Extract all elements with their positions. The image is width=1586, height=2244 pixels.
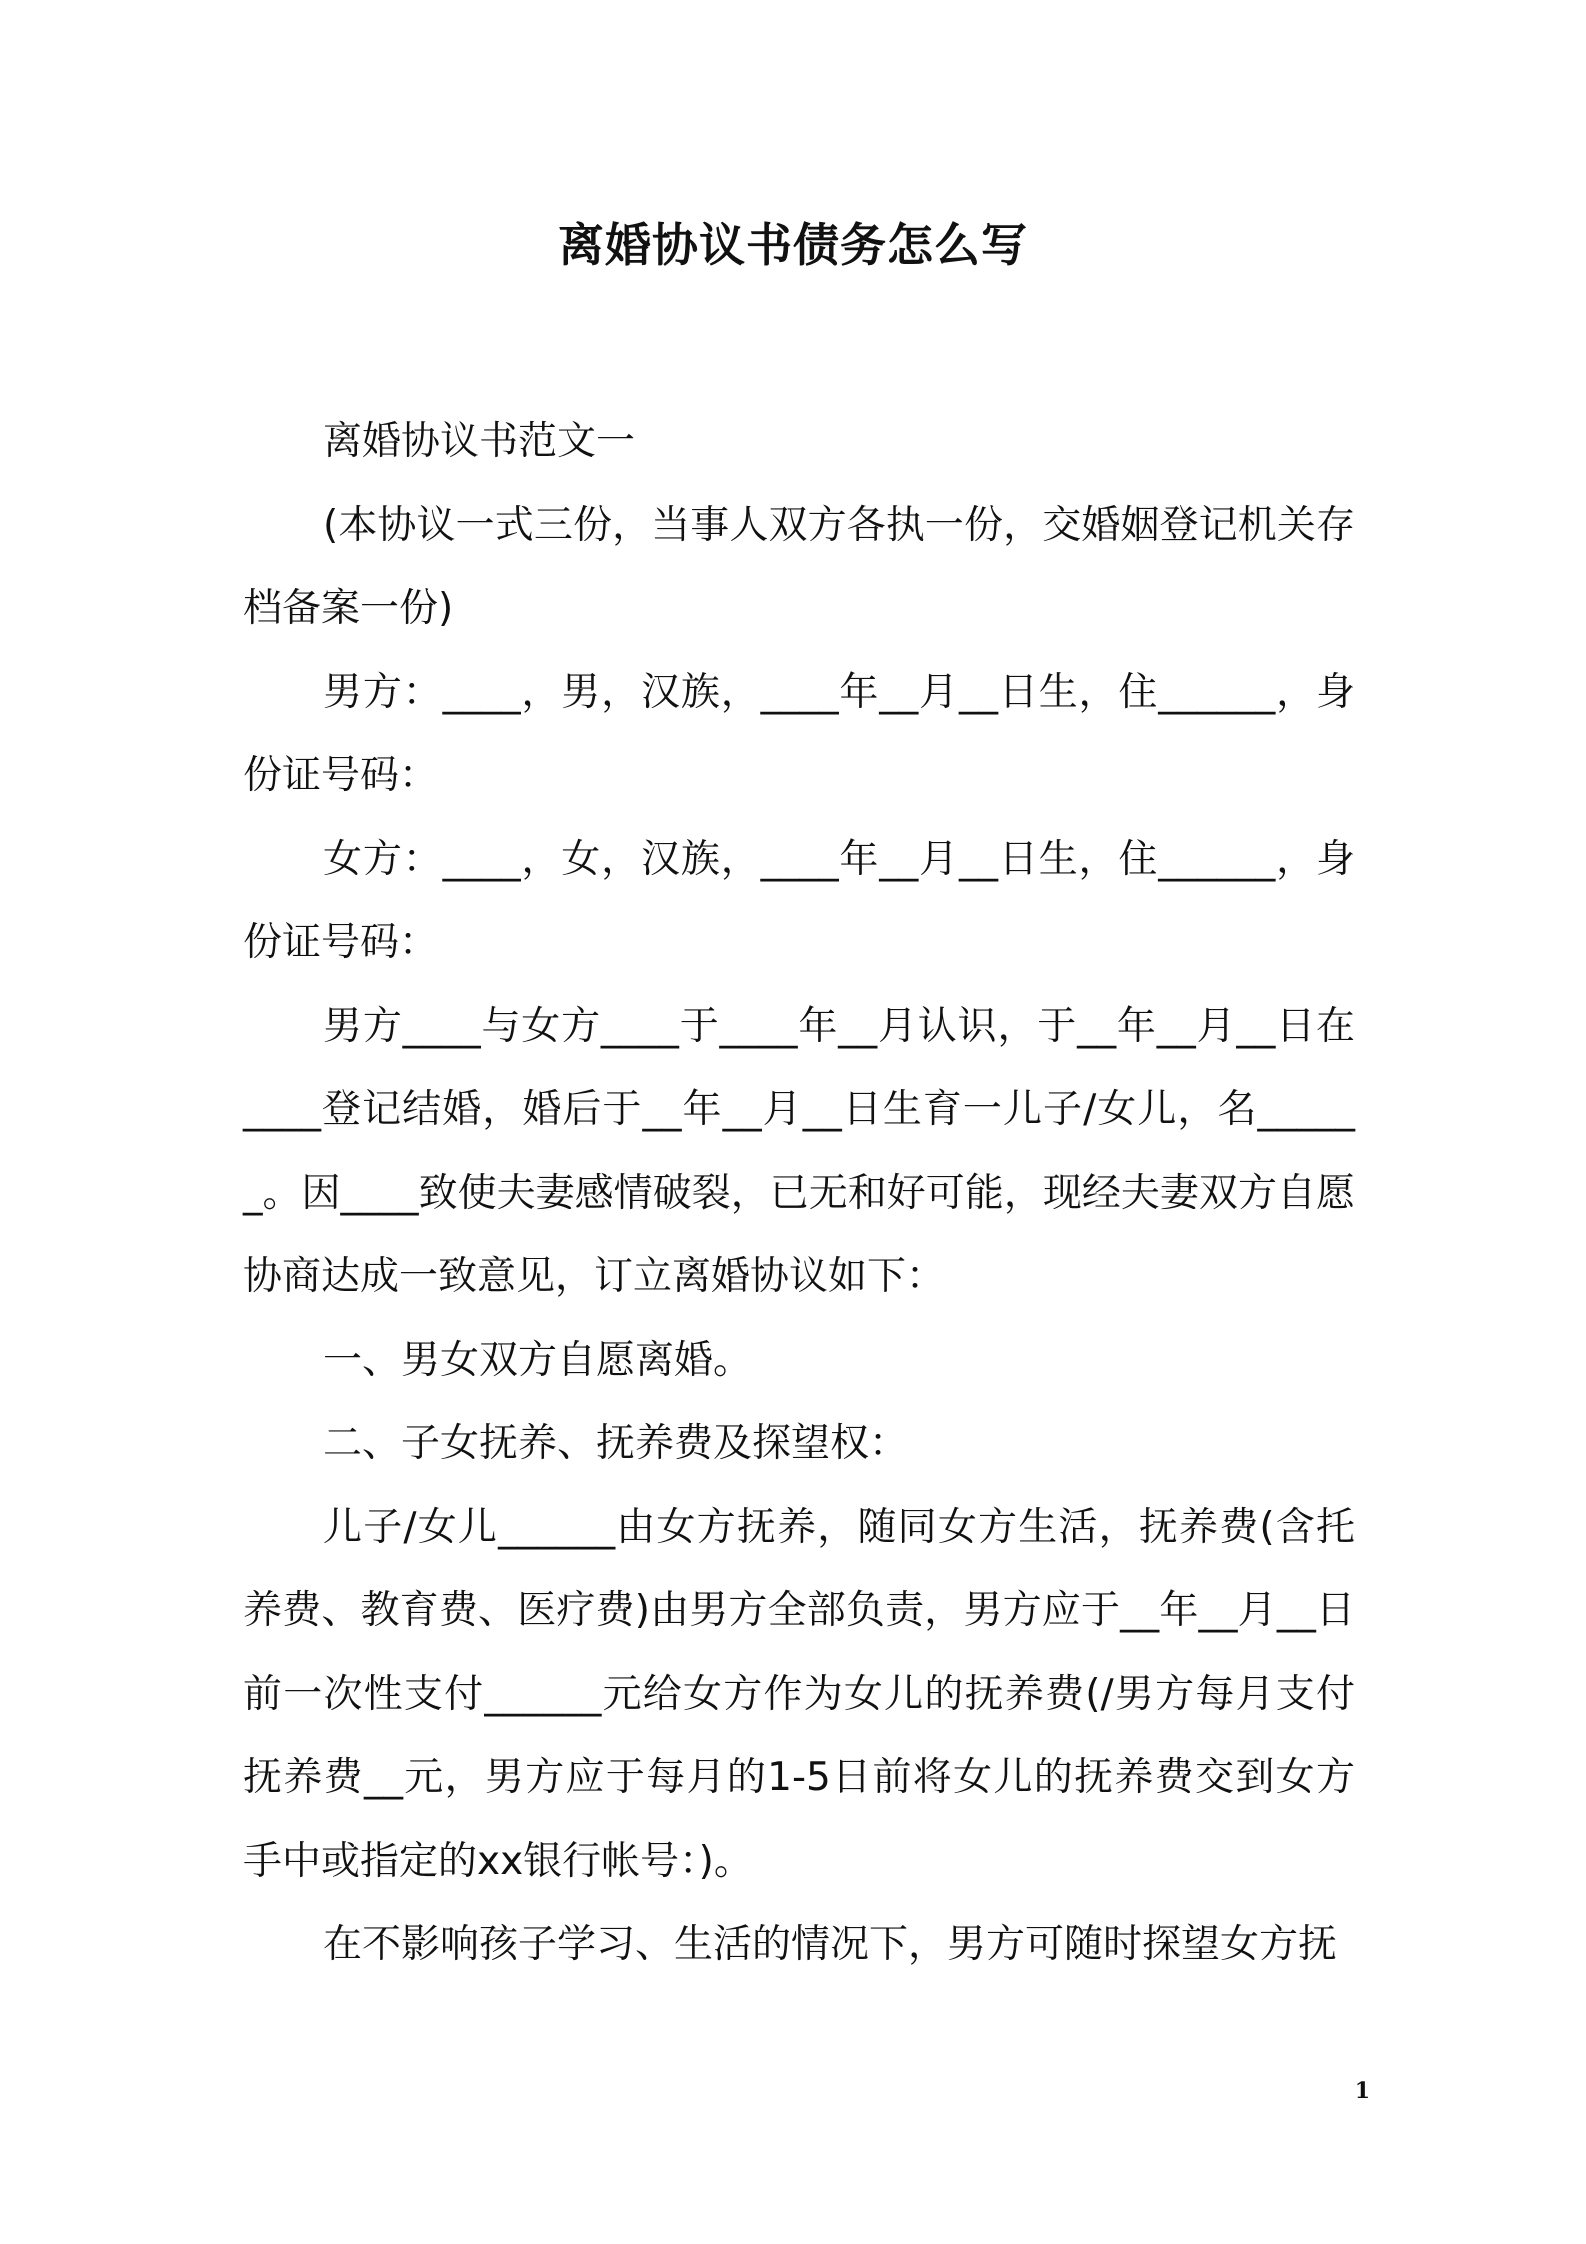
paragraph-male-party: 男方：____，男，汉族，____年__月__日生，住______，身份证号码： [243, 669, 1355, 798]
page-number: 1 [1354, 2078, 1370, 2104]
paragraph-visitation: 在不影响孩子学习、生活的情况下，男方可随时探望女方抚 [323, 1922, 1338, 1967]
paragraph-sample-heading: 离婚协议书范文一 [323, 419, 636, 464]
paragraph-clause-1: 一、男女双方自愿离婚。 [323, 1337, 753, 1383]
paragraph-clause-2: 二、子女抚养、抚养费及探望权： [323, 1421, 909, 1466]
document-body [243, 400, 1355, 1987]
paragraph-marriage-background: 男方____与女方____于____年__月认识，于__年__月__日在____登记结婚，婚后于__年__月__日生育一儿子/女儿，名______。因____致使夫妻感情破裂，已无和好可能，现经夫妻双方自愿协商达成一致意见，订立离婚协议如下： [243, 1003, 1355, 1299]
paragraph-female-party: 女方：____，女，汉族，____年__月__日生，住______，身份证号码： [243, 836, 1355, 965]
paragraph-copies-note: (本协议一式三份，当事人双方各执一份，交婚姻登记机关存档备案一份) [243, 502, 1355, 631]
document-title: 离婚协议书债务怎么写 [558, 218, 1028, 272]
paragraph-child-support: 儿子/女儿______由女方抚养，随同女方生活，抚养费(含托养费、教育费、医疗费)由男方全部负责，男方应于__年__月__日前一次性支付______元给女方作为女儿的抚养费(/男方每月支付抚养费__元，男方应于每月的1-5日前将女儿的抚养费交到女方手中或指定的xx银行帐号：)。 [243, 1504, 1355, 1884]
